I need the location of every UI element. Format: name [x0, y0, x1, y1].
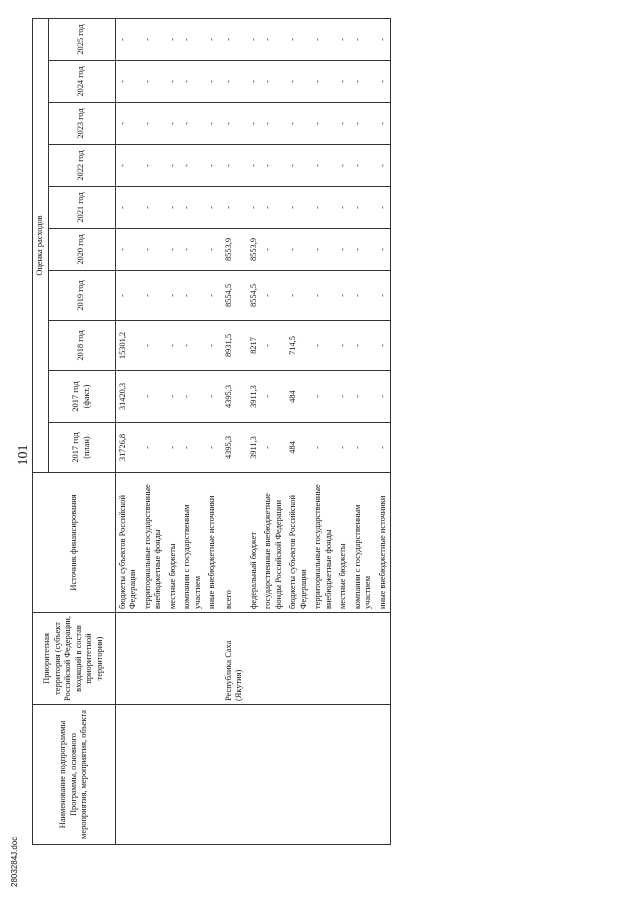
- table-row: [115, 19, 141, 845]
- cell-territory: [376, 613, 391, 705]
- cell-name: [205, 705, 220, 845]
- year-header: 2018 год: [48, 321, 115, 371]
- cell-value: -: [286, 271, 311, 321]
- cell-value: -: [115, 187, 141, 229]
- cell-value: -: [166, 321, 181, 371]
- cell-value: -: [115, 145, 141, 187]
- cell-value: -: [205, 103, 220, 145]
- year-header: 2021 год: [48, 187, 115, 229]
- cell-value: -: [205, 229, 220, 271]
- table-row: [336, 19, 351, 845]
- cell-value: -: [180, 145, 205, 187]
- cell-value: 8931,5: [220, 321, 247, 371]
- cell-value: -: [220, 187, 247, 229]
- year-header: 2017 год (факт.): [48, 371, 115, 423]
- cell-value: -: [261, 187, 286, 229]
- cell-value: -: [205, 321, 220, 371]
- cell-name: [166, 705, 181, 845]
- cell-name: [261, 705, 286, 845]
- cell-value: -: [336, 103, 351, 145]
- table-body: [115, 19, 391, 845]
- year-header: 2017 год (план): [48, 423, 115, 473]
- cell-source: территориальные государственные внебюджетные фонды: [311, 473, 336, 613]
- cell-value: -: [311, 271, 336, 321]
- cell-value: -: [311, 321, 336, 371]
- cell-value: -: [311, 61, 336, 103]
- cell-name: [247, 705, 262, 845]
- cell-value: -: [286, 103, 311, 145]
- cell-value: -: [376, 145, 391, 187]
- cell-value: 484: [286, 371, 311, 423]
- cell-value: -: [205, 19, 220, 61]
- cell-value: -: [166, 145, 181, 187]
- cell-value: -: [286, 145, 311, 187]
- cell-value: -: [180, 61, 205, 103]
- cell-territory: [205, 613, 220, 705]
- cell-value: -: [166, 271, 181, 321]
- cell-name: [141, 705, 166, 845]
- cell-source: компании с государственным участием: [180, 473, 205, 613]
- cell-value: -: [205, 61, 220, 103]
- cell-value: 8217: [247, 321, 262, 371]
- page-number: 101: [16, 444, 31, 466]
- cell-value: -: [166, 19, 181, 61]
- cell-value: -: [376, 19, 391, 61]
- year-header: 2019 год: [48, 271, 115, 321]
- cell-value: -: [261, 321, 286, 371]
- cell-value: 3911,3: [247, 423, 262, 473]
- cell-value: -: [311, 371, 336, 423]
- cell-value: -: [336, 423, 351, 473]
- cell-value: -: [351, 103, 376, 145]
- table-row: [220, 19, 247, 845]
- cell-value: 8553,9: [220, 229, 247, 271]
- table-row: [247, 19, 262, 845]
- cell-value: -: [261, 103, 286, 145]
- cell-value: -: [205, 145, 220, 187]
- year-header: 2020 год: [48, 229, 115, 271]
- cell-value: -: [166, 187, 181, 229]
- header-estimate: Оценка расходов: [33, 19, 49, 473]
- cell-value: -: [166, 229, 181, 271]
- cell-value: -: [180, 371, 205, 423]
- cell-value: -: [376, 61, 391, 103]
- cell-value: -: [351, 271, 376, 321]
- cell-territory: [311, 613, 336, 705]
- cell-value: 15301,2: [115, 321, 141, 371]
- cell-territory: [247, 613, 262, 705]
- cell-value: -: [261, 271, 286, 321]
- table-row: [376, 19, 391, 845]
- cell-value: -: [141, 103, 166, 145]
- cell-value: 714,5: [286, 321, 311, 371]
- cell-value: -: [180, 103, 205, 145]
- cell-value: -: [336, 61, 351, 103]
- cell-territory: [336, 613, 351, 705]
- cell-value: -: [220, 61, 247, 103]
- cell-value: -: [376, 371, 391, 423]
- cell-name: [180, 705, 205, 845]
- cell-territory: [141, 613, 166, 705]
- cell-source: бюджеты субъектов Российской Федерации: [115, 473, 141, 613]
- cell-value: -: [261, 423, 286, 473]
- cell-value: -: [205, 187, 220, 229]
- cell-value: 484: [286, 423, 311, 473]
- cell-value: 4395,3: [220, 423, 247, 473]
- cell-value: -: [311, 19, 336, 61]
- cell-value: -: [336, 145, 351, 187]
- cell-source: всего: [220, 473, 247, 613]
- cell-value: -: [247, 187, 262, 229]
- table-row: [141, 19, 166, 845]
- cell-value: -: [180, 423, 205, 473]
- cell-value: -: [261, 229, 286, 271]
- cell-value: -: [166, 423, 181, 473]
- cell-value: -: [115, 271, 141, 321]
- cell-name: [115, 705, 141, 845]
- table-row: [286, 19, 311, 845]
- cell-value: 8554,5: [247, 271, 262, 321]
- cell-name: [286, 705, 311, 845]
- cell-value: -: [351, 371, 376, 423]
- cell-value: -: [261, 371, 286, 423]
- cell-value: -: [205, 271, 220, 321]
- table-row: [351, 19, 376, 845]
- cell-value: -: [286, 187, 311, 229]
- header-name: Наименование подпрограммы Программы, основного мероприятия, мероприятия, объекта: [33, 705, 116, 845]
- cell-value: -: [247, 145, 262, 187]
- cell-territory: [180, 613, 205, 705]
- cell-value: -: [376, 271, 391, 321]
- cell-value: -: [376, 187, 391, 229]
- cell-value: -: [115, 103, 141, 145]
- cell-value: -: [286, 229, 311, 271]
- cell-value: -: [220, 103, 247, 145]
- cell-value: -: [376, 321, 391, 371]
- cell-value: -: [141, 321, 166, 371]
- cell-territory: [261, 613, 286, 705]
- cell-value: -: [247, 19, 262, 61]
- cell-value: -: [166, 103, 181, 145]
- cell-value: -: [115, 19, 141, 61]
- cell-value: -: [247, 103, 262, 145]
- cell-territory: [351, 613, 376, 705]
- cell-name: [376, 705, 391, 845]
- cell-value: -: [351, 61, 376, 103]
- cell-value: -: [180, 187, 205, 229]
- cell-value: -: [141, 229, 166, 271]
- header-territory: Приоритетная территория (субъект Российской Федерации, входящий в состав приоритетной территории): [33, 613, 116, 705]
- cell-value: -: [141, 19, 166, 61]
- cell-value: -: [311, 423, 336, 473]
- table-row: [311, 19, 336, 845]
- cell-territory: [115, 613, 141, 705]
- table-row: [261, 19, 286, 845]
- cell-value: -: [351, 187, 376, 229]
- cell-value: -: [180, 19, 205, 61]
- expenses-table: [32, 18, 391, 845]
- cell-value: -: [141, 145, 166, 187]
- cell-name: [351, 705, 376, 845]
- cell-territory: Республика Саха (Якутия): [220, 613, 247, 705]
- cell-value: -: [115, 229, 141, 271]
- document-id: 2803284J.doc: [10, 836, 19, 887]
- cell-value: -: [376, 423, 391, 473]
- cell-name: [336, 705, 351, 845]
- cell-source: иные внебюджетные источники: [376, 473, 391, 613]
- cell-value: -: [247, 61, 262, 103]
- cell-value: 8553,9: [247, 229, 262, 271]
- table-row: [180, 19, 205, 845]
- cell-value: -: [311, 145, 336, 187]
- cell-name: [220, 705, 247, 845]
- cell-source: территориальные государственные внебюджетные фонды: [141, 473, 166, 613]
- cell-value: -: [261, 145, 286, 187]
- cell-value: -: [205, 423, 220, 473]
- cell-value: -: [220, 19, 247, 61]
- cell-value: -: [166, 61, 181, 103]
- cell-value: 31726,8: [115, 423, 141, 473]
- year-header: 2024 год: [48, 61, 115, 103]
- cell-value: -: [180, 229, 205, 271]
- cell-value: -: [351, 19, 376, 61]
- cell-source: компании с государственным участием: [351, 473, 376, 613]
- cell-value: -: [205, 371, 220, 423]
- cell-value: -: [376, 103, 391, 145]
- cell-value: -: [166, 371, 181, 423]
- cell-value: -: [336, 271, 351, 321]
- cell-value: 4395,3: [220, 371, 247, 423]
- cell-value: -: [261, 61, 286, 103]
- cell-value: -: [336, 19, 351, 61]
- cell-value: -: [141, 423, 166, 473]
- cell-value: 8554,5: [220, 271, 247, 321]
- cell-source: бюджеты субъектов Российской Федерации: [286, 473, 311, 613]
- header-source: Источник финансирования: [33, 473, 116, 613]
- cell-value: -: [336, 187, 351, 229]
- cell-value: 31420,3: [115, 371, 141, 423]
- cell-value: -: [351, 145, 376, 187]
- cell-value: -: [220, 145, 247, 187]
- year-header: 2025 год: [48, 19, 115, 61]
- cell-value: -: [141, 371, 166, 423]
- cell-source: местные бюджеты: [166, 473, 181, 613]
- cell-source: местные бюджеты: [336, 473, 351, 613]
- cell-value: 3911,3: [247, 371, 262, 423]
- cell-source: федеральный бюджет: [247, 473, 262, 613]
- cell-source: иные внебюджетные источники: [205, 473, 220, 613]
- cell-value: -: [141, 61, 166, 103]
- table-row: [205, 19, 220, 845]
- cell-territory: [286, 613, 311, 705]
- cell-value: -: [336, 371, 351, 423]
- table-row: [166, 19, 181, 845]
- cell-name: [311, 705, 336, 845]
- cell-value: -: [141, 271, 166, 321]
- cell-value: -: [351, 229, 376, 271]
- cell-value: -: [336, 229, 351, 271]
- cell-value: -: [311, 103, 336, 145]
- cell-value: -: [336, 321, 351, 371]
- cell-value: -: [286, 19, 311, 61]
- cell-territory: [166, 613, 181, 705]
- cell-source: государственные внебюджетные фонды Российской Федерации: [261, 473, 286, 613]
- cell-value: -: [311, 187, 336, 229]
- cell-value: -: [351, 321, 376, 371]
- cell-value: -: [376, 229, 391, 271]
- cell-value: -: [351, 423, 376, 473]
- year-header: 2022 год: [48, 145, 115, 187]
- year-header: 2023 год: [48, 103, 115, 145]
- cell-value: -: [141, 187, 166, 229]
- cell-value: -: [261, 19, 286, 61]
- cell-value: -: [286, 61, 311, 103]
- cell-value: -: [180, 271, 205, 321]
- cell-value: -: [180, 321, 205, 371]
- cell-value: -: [115, 61, 141, 103]
- cell-value: -: [311, 229, 336, 271]
